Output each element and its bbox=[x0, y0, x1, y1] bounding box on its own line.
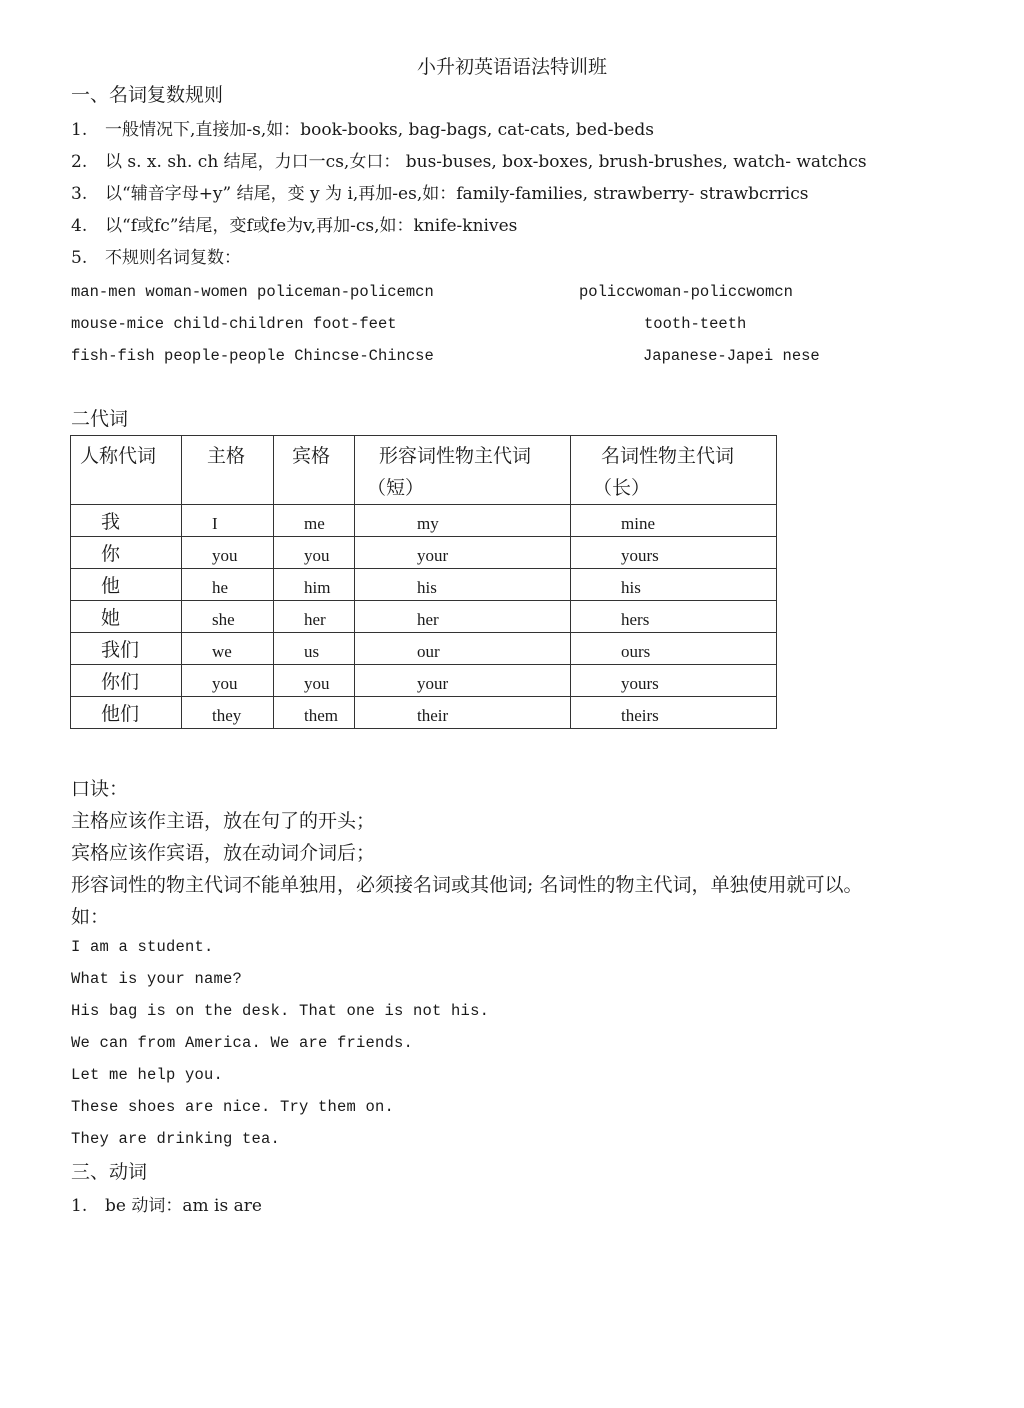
irregular-plural-right: policcwoman-policcwomcn bbox=[579, 283, 793, 301]
irregular-plural-left: fish-fish people-people Chincse-Chincse bbox=[71, 347, 434, 365]
rule-item bbox=[71, 151, 867, 173]
pronoun-cell-person: 我们 bbox=[71, 633, 182, 665]
rule-number: 3. bbox=[71, 184, 88, 204]
pronoun-cell-object: you bbox=[274, 537, 355, 569]
pronoun-cell-object: me bbox=[274, 505, 355, 537]
pronoun-cell-adj-possessive: your bbox=[355, 537, 571, 569]
pronoun-cell-subject: you bbox=[182, 537, 274, 569]
pronoun-cell-noun-possessive: theirs bbox=[571, 697, 777, 729]
pronoun-cell-adj-possessive: her bbox=[355, 601, 571, 633]
example-sentence: We can from America. We are friends. bbox=[71, 1034, 414, 1052]
mnemonic-label: 口诀： bbox=[71, 778, 129, 800]
rule-text: 以“f或fc”结尾，变f或fe为v,再加-cs,如：knife-knives bbox=[105, 216, 518, 236]
table-row bbox=[71, 697, 777, 729]
section-heading-nouns: 一、名词复数规则 bbox=[71, 84, 224, 106]
rule-text: 一般情况下,直接加-s,如：book-books, bag-bags, cat-cats, bed-beds bbox=[105, 120, 655, 140]
rule-number: 1. bbox=[71, 120, 88, 140]
table-row bbox=[71, 665, 777, 697]
pronoun-cell-adj-possessive: your bbox=[355, 665, 571, 697]
table-header-row bbox=[71, 436, 777, 505]
section-heading-verbs: 三、动词 bbox=[71, 1161, 148, 1183]
pronoun-cell-subject: I bbox=[182, 505, 274, 537]
example-sentence: I am a student. bbox=[71, 938, 214, 956]
pronoun-cell-adj-possessive: our bbox=[355, 633, 571, 665]
mnemonic-line: 主格应该作主语，放在句了的开头； bbox=[71, 810, 376, 832]
pronoun-cell-noun-possessive: his bbox=[571, 569, 777, 601]
rule-number: 2. bbox=[71, 152, 88, 172]
pronoun-cell-subject: they bbox=[182, 697, 274, 729]
pronoun-cell-subject: he bbox=[182, 569, 274, 601]
item-text: be 动词：am is are bbox=[105, 1196, 262, 1216]
table-row bbox=[71, 569, 777, 601]
example-sentence: What is your name? bbox=[71, 970, 243, 988]
rule-number: 4. bbox=[71, 216, 88, 236]
rule-number: 5. bbox=[71, 248, 88, 268]
pronoun-cell-adj-possessive: my bbox=[355, 505, 571, 537]
pronoun-cell-noun-possessive: yours bbox=[571, 537, 777, 569]
column-header: 主格 bbox=[182, 436, 274, 505]
pronoun-cell-object: us bbox=[274, 633, 355, 665]
pronoun-cell-object: you bbox=[274, 665, 355, 697]
pronoun-cell-person: 他们 bbox=[71, 697, 182, 729]
rule-text: 不规则名词复数： bbox=[105, 248, 241, 268]
pronoun-cell-noun-possessive: mine bbox=[571, 505, 777, 537]
pronoun-cell-adj-possessive: his bbox=[355, 569, 571, 601]
table-row bbox=[71, 537, 777, 569]
irregular-plural-left: mouse-mice child-children foot-feet bbox=[71, 315, 397, 333]
rule-item bbox=[71, 247, 241, 269]
rule-text: 以“辅音字母+y” 结尾，变 y 为 i,再加-es,如：family-families, strawberry- strawbcrrics bbox=[105, 184, 809, 204]
pronoun-cell-noun-possessive: hers bbox=[571, 601, 777, 633]
irregular-plural-right: Japanese-Japei nese bbox=[643, 347, 820, 365]
mnemonic-line: 如： bbox=[71, 906, 110, 928]
item-number: 1. bbox=[71, 1196, 88, 1216]
pronoun-cell-person: 你 bbox=[71, 537, 182, 569]
pronoun-cell-subject: she bbox=[182, 601, 274, 633]
rule-item bbox=[71, 215, 517, 237]
column-header: 人称代词 bbox=[71, 436, 182, 505]
pronoun-cell-object: them bbox=[274, 697, 355, 729]
rule-item bbox=[71, 119, 654, 141]
example-sentence: These shoes are nice. Try them on. bbox=[71, 1098, 395, 1116]
column-header: 形容词性物主代词 （短） bbox=[355, 436, 571, 505]
pronoun-cell-subject: we bbox=[182, 633, 274, 665]
pronoun-cell-object: her bbox=[274, 601, 355, 633]
example-sentence: They are drinking tea. bbox=[71, 1130, 281, 1148]
pronoun-cell-person: 你们 bbox=[71, 665, 182, 697]
pronoun-cell-person: 我 bbox=[71, 505, 182, 537]
table-row bbox=[71, 601, 777, 633]
irregular-plural-left: man-men woman-women policeman-policemcn bbox=[71, 283, 434, 301]
pronoun-cell-noun-possessive: ours bbox=[571, 633, 777, 665]
mnemonic-line: 形容词性的物主代词不能单独用，必须接名词或其他词; 名词性的物主代词，单独使用就可以。 bbox=[71, 874, 863, 896]
pronoun-cell-subject: you bbox=[182, 665, 274, 697]
column-header: 名词性物主代词 （长） bbox=[571, 436, 777, 505]
column-header: 宾格 bbox=[274, 436, 355, 505]
pronoun-cell-noun-possessive: yours bbox=[571, 665, 777, 697]
rule-item bbox=[71, 183, 808, 205]
verb-item bbox=[71, 1195, 262, 1217]
table-row bbox=[71, 505, 777, 537]
table-row bbox=[71, 633, 777, 665]
mnemonic-line: 宾格应该作宾语，放在动词介词后； bbox=[71, 842, 376, 864]
irregular-plural-right: tooth-teeth bbox=[644, 315, 747, 333]
pronoun-cell-person: 他 bbox=[71, 569, 182, 601]
pronoun-table bbox=[70, 435, 777, 729]
pronoun-cell-person: 她 bbox=[71, 601, 182, 633]
example-sentence: Let me help you. bbox=[71, 1066, 224, 1084]
page-title: 小升初英语语法特训班 bbox=[416, 56, 607, 78]
pronoun-cell-adj-possessive: their bbox=[355, 697, 571, 729]
example-sentence: His bag is on the desk. That one is not his. bbox=[71, 1002, 490, 1020]
pronoun-cell-object: him bbox=[274, 569, 355, 601]
section-heading-pronouns: 二代词 bbox=[71, 408, 129, 430]
rule-text: 以 s. x. sh. ch 结尾，力口一cs,女口： bus-buses, box-boxes, brush-brushes, watch- watchcs bbox=[105, 152, 867, 172]
